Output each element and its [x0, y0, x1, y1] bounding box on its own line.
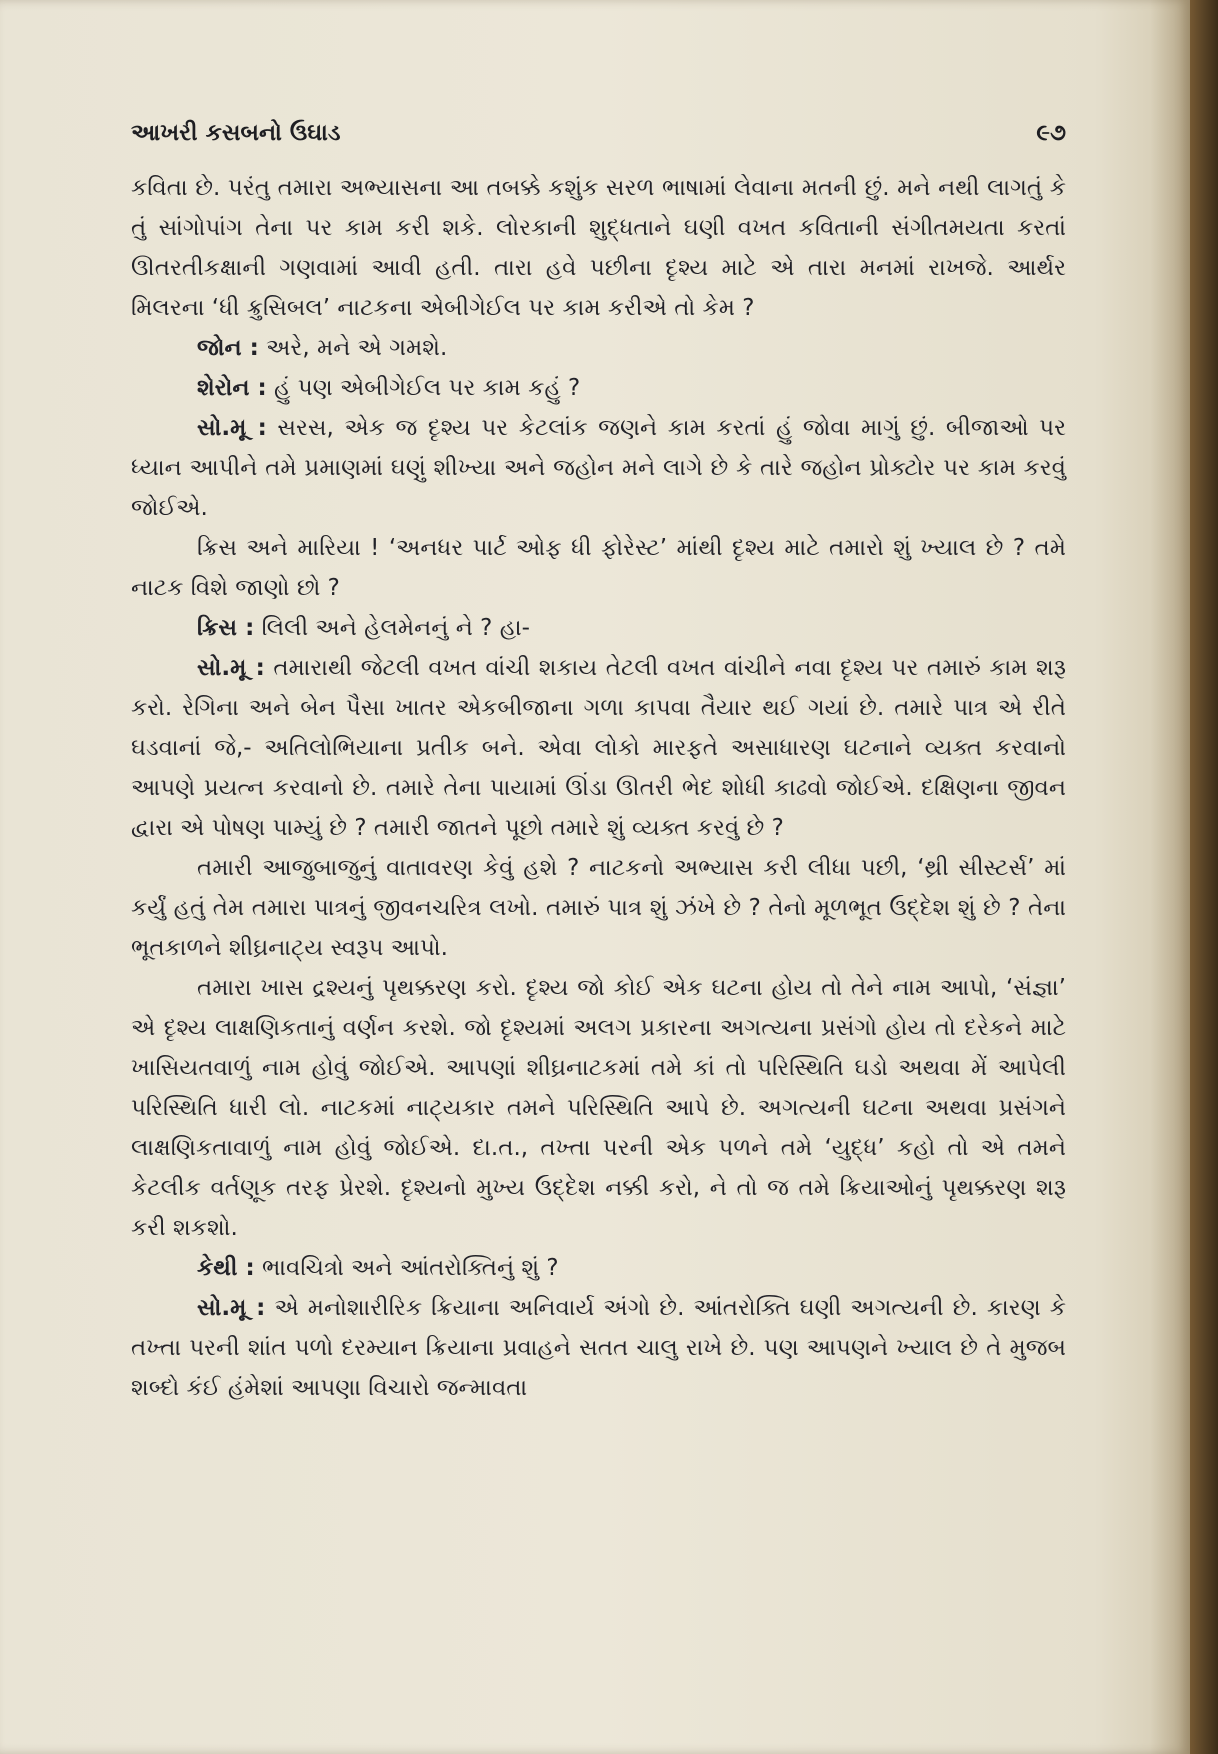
speaker-label: સો.મૂ : [197, 415, 267, 441]
speaker-label: શેરોન : [197, 375, 267, 401]
paragraph-text: કવિતા છે. પરંતુ તમારા અભ્યાસના આ તબક્કે કશુંક સરળ ભાષામાં લેવાના મતની છું. મને નથી લાગતું કે તું સાંગોપાંગ તેના પર કામ કરી શકે. લોરકાની શુદ્ધતાને ઘણી વખત કવિતાની સંગીતમયતા કરતાં ઊતરતીકક્ષાની ગણવામાં આવી હતી. તારા હવે પછીના દૃશ્ય માટે એ તારા મનમાં રાખજે. આર્થર મિલરના ‘ધી ક્રુસિબલ’ નાટકના એબીગેઈલ પર કામ કરીએ તો કેમ ? [131, 175, 1066, 321]
paragraph-text: એ મનોશારીરિક ક્રિયાના અનિવાર્ય અંગો છે. આંતરોક્તિ ઘણી અગત્યની છે. કારણ કે તખ્તા પરની શાંત પળો દરમ્યાન ક્રિયાના પ્રવાહને સતત ચાલુ રાખે છે. પણ આપણને ખ્યાલ છે તે મુજબ શબ્દો કંઈ હંમેશાં આપણા વિચારો જન્માવતા [131, 1295, 1067, 1401]
paragraph [131, 168, 1066, 328]
paragraph-text: સરસ, એક જ દૃશ્ય પર કેટલાંક જણને કામ કરતાં હું જોવા માગું છું. બીજાઓ પર ધ્યાન આપીને તમે પ્રમાણમાં ઘણું શીખ્યા અને જહોન મને લાગે છે કે તારે જહોન પ્રોક્ટોર પર કામ કરવું જોઈએ. [131, 415, 1066, 521]
paragraph-text: તમારી આજુબાજુનું વાતાવરણ કેવું હશે ? નાટકનો અભ્યાસ કરી લીધા પછી, ‘થ્રી સીસ્ટર્સ’ માં કર્યું હતું તેમ તમારા પાત્રનું જીવનચરિત્ર લખો. તમારું પાત્ર શું ઝંખે છે ? તેનો મૂળભૂત ઉદ્દેશ શું છે ? તેના ભૂતકાળને શીઘ્રનાટ્ય સ્વરૂપ આપો. [131, 855, 1066, 961]
paragraph-text: ક્રિસ અને મારિયા ! ‘અનધર પાર્ટ ઓફ ધી ફોરેસ્ટ’ માંથી દૃશ્ય માટે તમારો શું ખ્યાલ છે ? તમે નાટક વિશે જાણો છો ? [131, 535, 1066, 601]
paragraph-text: લિલી અને હેલમેનનું ને ? હા- [261, 615, 530, 641]
paragraph-text: તમારા ખાસ દ્રશ્યનું પૃથક્કરણ કરો. દૃશ્ય જો કોઈ એક ઘટના હોય તો તેને નામ આપો, ‘સંજ્ઞા’ એ દૃશ્ય લાક્ષણિકતાનું વર્ણન કરશે. જો દૃશ્યમાં અલગ પ્રકારના અગત્યના પ્રસંગો હોય તો દરેકને માટે ખાસિયતવાળું નામ હોવું જોઈએ. આપણાં શીઘ્રનાટકમાં તમે કાં તો પરિસ્થિતિ ઘડો અથવા મેં આપેલી પરિસ્થિતિ ધારી લો. નાટકમાં નાટ્યકાર તમને પરિસ્થિતિ આપે છે. અગત્યની ઘટના અથવા પ્રસંગને લાક્ષણિકતાવાળું નામ હોવું જોઈએ. દા.ત., તખ્તા પરની એક પળને તમે ‘યુદ્ધ’ કહો તો એ તમને કેટલીક વર્તણૂક તરફ પ્રેરશે. દૃશ્યનો મુખ્ય ઉદ્દેશ નક્કી કરો, ને તો જ તમે ક્રિયાઓનું પૃથક્કરણ શરૂ કરી શકશો. [131, 975, 1066, 1241]
paragraph [131, 608, 1066, 648]
paragraph [131, 848, 1066, 968]
paragraph [131, 528, 1066, 608]
paragraph [131, 968, 1066, 1248]
paragraph [131, 648, 1066, 848]
page-body-text [131, 168, 1066, 1408]
page-edge-shadow [1150, 0, 1190, 1754]
running-title: આખરી કસબનો ઉઘાડ [131, 120, 341, 146]
paragraph [131, 328, 1066, 368]
speaker-label: કેથી : [197, 1255, 255, 1281]
paragraph-text: હું પણ એબીગેઈલ પર કામ કહું ? [274, 375, 581, 401]
running-header [131, 120, 1066, 160]
speaker-label: સો.મૂ : [197, 655, 265, 681]
paragraph-text: અરે, મને એ ગમશે. [266, 335, 448, 361]
paragraph-text: ભાવચિત્રો અને આંતરોક્તિનું શું ? [261, 1255, 559, 1281]
paragraph [131, 408, 1066, 528]
paragraph [131, 368, 1066, 408]
speaker-label: જોન : [197, 335, 259, 361]
paragraph [131, 1248, 1066, 1288]
paragraph-text: તમારાથી જેટલી વખત વાંચી શકાય તેટલી વખત વાંચીને નવા દૃશ્ય પર તમારું કામ શરૂ કરો. રેગિના અને બેન પૈસા ખાતર એકબીજાના ગળા કાપવા તૈયાર થઈ ગયાં છે. તમારે પાત્ર એ રીતે ઘડવાનાં જે,- અતિલોભિયાના પ્રતીક બને. એવા લોકો મારફતે અસાધારણ ઘટનાને વ્યક્ત કરવાનો આપણે પ્રયત્ન કરવાનો છે. તમારે તેના પાયામાં ઊંડા ઊતરી ભેદ શોધી કાઢવો જોઈએ. દક્ષિણના જીવન દ્વારા એ પોષણ પામ્યું છે ? તમારી જાતને પૂછો તમારે શું વ્યક્ત કરવું છે ? [131, 655, 1066, 841]
paragraph [131, 1288, 1066, 1408]
speaker-label: ક્રિસ : [197, 615, 255, 641]
page-number: ૯૭ [1036, 120, 1066, 146]
speaker-label: સો.મૂ : [197, 1295, 266, 1321]
